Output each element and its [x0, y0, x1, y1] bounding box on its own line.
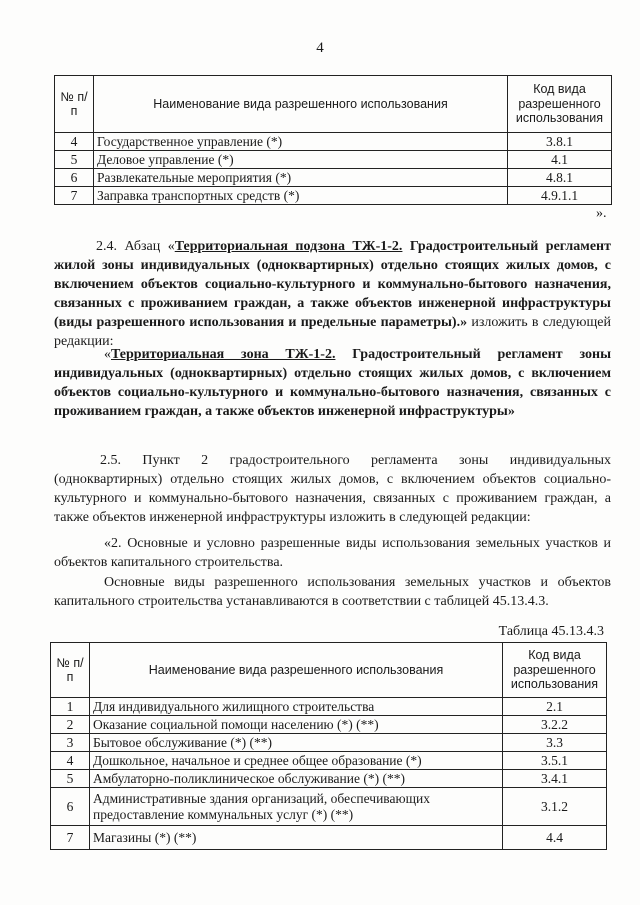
para-suffix: изложить в следующей редакции:	[54, 315, 611, 349]
row-name: Административные здания организаций, обеспечивающих предоставление коммунальных услуг (*) (**)	[90, 788, 503, 826]
paragraph-2-4	[54, 237, 611, 351]
header-code: Код вида разрешенного использования	[508, 76, 612, 133]
permitted-use-table	[50, 642, 607, 850]
row-num: 7	[55, 187, 94, 205]
permitted-use-table-continued	[54, 75, 612, 205]
row-code: 4.4	[503, 826, 607, 850]
row-num: 6	[55, 169, 94, 187]
row-code: 3.4.1	[503, 770, 607, 788]
header-name: Наименование вида разрешенного использования	[90, 643, 503, 698]
para-bold-text: Градостроительный регламент зоны индивидуальных (одноквартирных) отдельно стоящих жилых домов, с включением объектов социально-культурного и коммунально-бытового назначения, связанных с проживанием граждан, а также объектов инженерной инфраструктуры»	[54, 347, 612, 419]
row-name: Магазины (*) (**)	[90, 826, 503, 850]
table-row	[55, 169, 612, 187]
para-prefix: 2.4. Абзац «	[96, 239, 175, 254]
row-num: 4	[51, 752, 90, 770]
row-code: 4.1	[508, 151, 612, 169]
row-code: 2.1	[503, 698, 607, 716]
table-row	[51, 734, 607, 752]
table-row	[51, 788, 607, 826]
table-header-row	[55, 76, 612, 133]
header-code: Код вида разрешенного использования	[503, 643, 607, 698]
page-number: 4	[316, 40, 324, 56]
row-num: 7	[51, 826, 90, 850]
row-code: 3.3	[503, 734, 607, 752]
row-name: Развлекательные мероприятия (*)	[94, 169, 508, 187]
row-name: Для индивидуального жилищного строительства	[90, 698, 503, 716]
closing-quote: ».	[596, 206, 607, 221]
paragraph-2-5: 2.5. Пункт 2 градостроительного регламента зоны индивидуальных (одноквартирных) отдельно стоящих жилых домов, с включением объектов социально-культурного и коммунально-бытового назначения, связанных с проживанием граждан, а также объектов инженерной инфраструктуры изложить в следующей редакции:	[54, 453, 611, 525]
table-row	[51, 716, 607, 734]
row-code: 4.8.1	[508, 169, 612, 187]
row-num: 5	[51, 770, 90, 788]
para-bold-text: Градостроительный регламент жилой зоны индивидуальных (одноквартирных) отдельно стоящих жилых домов, с включением объектов социально-культурного и коммунально-бытового назначения, связанных с проживанием граждан, а также объектов инженерной инфраструктуры (виды разрешенного использования и предельные параметры).»	[54, 239, 611, 330]
table-row	[51, 752, 607, 770]
table-row	[51, 698, 607, 716]
row-name: Дошкольное, начальное и среднее общее образование (*)	[90, 752, 503, 770]
zone-link: Территориальная зона ТЖ-1-2.	[111, 347, 336, 362]
row-num: 2	[51, 716, 90, 734]
zone-link: Территориальная подзона ТЖ-1-2.	[174, 239, 403, 254]
row-name: Заправка транспортных средств (*)	[94, 187, 508, 205]
row-num: 4	[55, 133, 94, 151]
row-code: 3.2.2	[503, 716, 607, 734]
row-num: 5	[55, 151, 94, 169]
row-num: 1	[51, 698, 90, 716]
header-name: Наименование вида разрешенного использования	[94, 76, 508, 133]
row-name: Бытовое обслуживание (*) (**)	[90, 734, 503, 752]
paragraph-new-wording	[54, 345, 611, 421]
header-num: № п/п	[55, 76, 94, 133]
table-row	[51, 770, 607, 788]
paragraph-point-2: «2. Основные и условно разрешенные виды использования земельных участков и объектов капитального строительства.	[54, 536, 611, 570]
row-code: 3.8.1	[508, 133, 612, 151]
table-row	[51, 826, 607, 850]
row-name: Оказание социальной помощи населению (*) (**)	[90, 716, 503, 734]
row-code: 3.1.2	[503, 788, 607, 826]
paragraph-basic-uses: Основные виды разрешенного использования земельных участков и объектов капитального строительства устанавливаются в соответствии с таблицей 45.13.4.3.	[54, 575, 611, 609]
row-name: Государственное управление (*)	[94, 133, 508, 151]
row-num: 3	[51, 734, 90, 752]
row-name: Амбулаторно-поликлиническое обслуживание (*) (**)	[90, 770, 503, 788]
table-row	[55, 151, 612, 169]
row-code: 3.5.1	[503, 752, 607, 770]
header-num: № п/п	[51, 643, 90, 698]
table-header-row	[51, 643, 607, 698]
table-row	[55, 187, 612, 205]
table-caption: Таблица 45.13.4.3	[498, 624, 604, 639]
table-row	[55, 133, 612, 151]
row-code: 4.9.1.1	[508, 187, 612, 205]
para-prefix: «	[104, 347, 111, 362]
row-num: 6	[51, 788, 90, 826]
row-name: Деловое управление (*)	[94, 151, 508, 169]
